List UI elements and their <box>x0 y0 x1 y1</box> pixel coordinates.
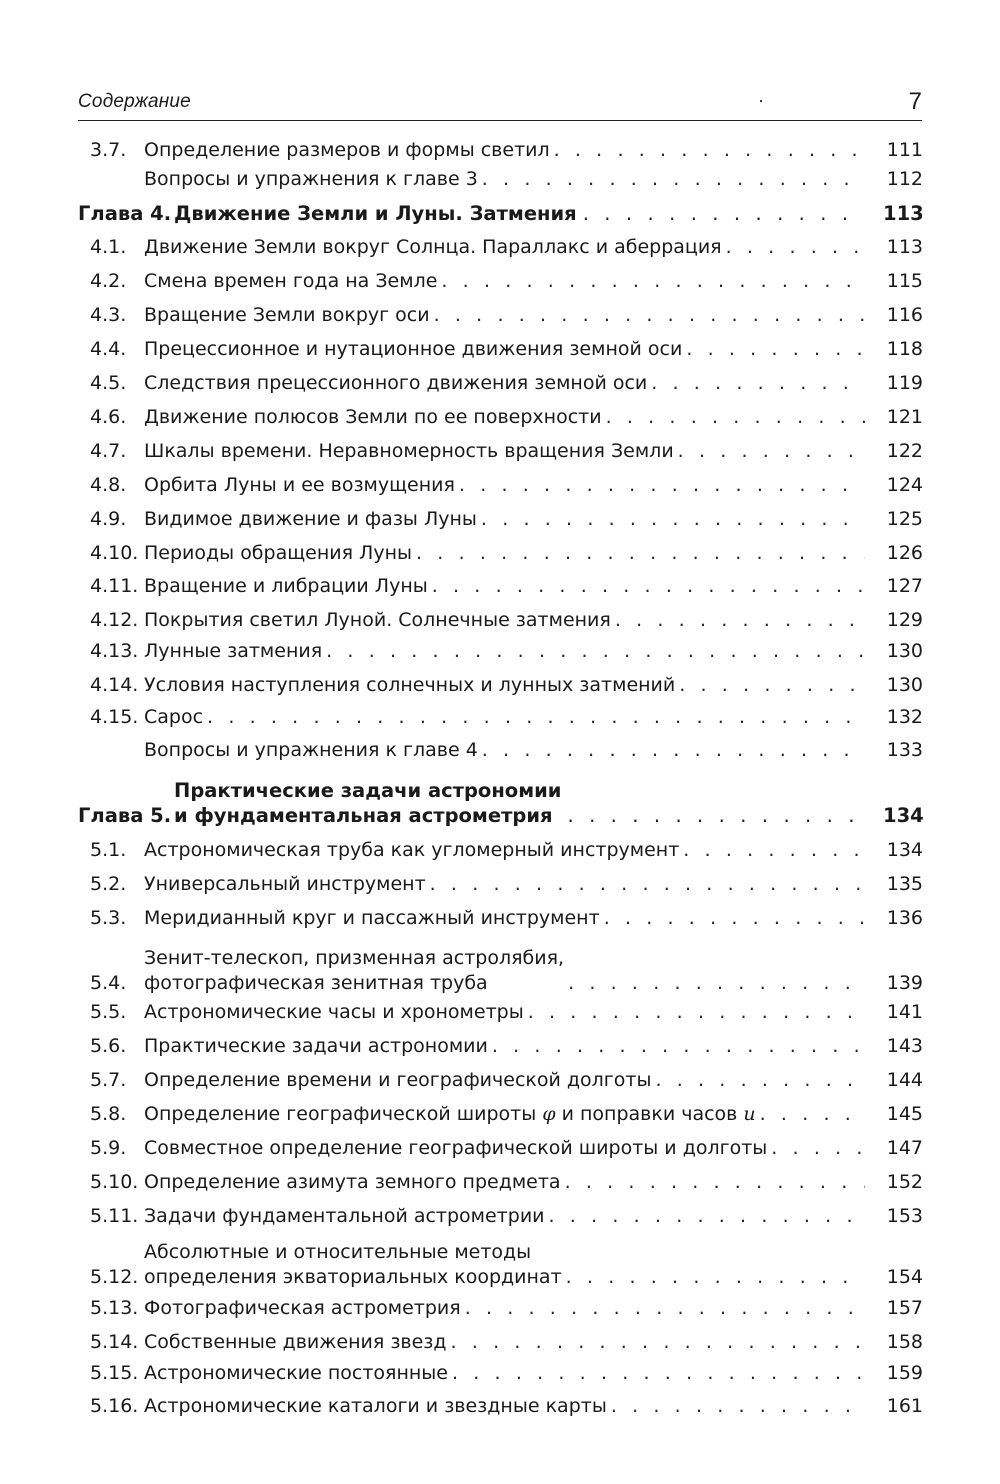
entry-title-part: Определение географической широты <box>144 1103 543 1125</box>
entry-number: 5.3. <box>90 907 127 929</box>
entry-title <box>144 541 412 566</box>
toc-entry <box>78 1068 923 1093</box>
dot-leader <box>326 639 865 664</box>
entry-title <box>144 1296 461 1321</box>
entry-title <box>144 1034 488 1059</box>
toc-entry <box>78 1361 923 1386</box>
title-line: Движение Земли вокруг Солнца. Параллакс и аберрация <box>144 236 722 258</box>
entry-title <box>144 473 455 498</box>
entry-title <box>144 738 478 763</box>
toc-entry <box>78 235 923 260</box>
title-line: Совместное определение географической широты и долготы <box>144 1137 768 1159</box>
entry-number: 4.12. <box>90 609 139 631</box>
dot-leader <box>771 1136 865 1161</box>
entry-title <box>144 138 550 163</box>
entry-number: 4.6. <box>90 406 127 428</box>
title-line: Астрономические часы и хронометры <box>144 1001 524 1023</box>
entry-title <box>144 872 426 897</box>
dot-leader <box>583 201 865 226</box>
running-head-title: Содержание <box>78 91 191 112</box>
toc-entry <box>78 608 923 633</box>
toc-entry <box>78 439 923 464</box>
dot-leader <box>606 405 865 430</box>
title-line: Абсолютные и относительные методы <box>144 1241 532 1263</box>
title-line: Орбита Луны и ее возмущения <box>144 474 455 496</box>
entry-number: 5.12. <box>90 1266 139 1288</box>
entry-number: 5.6. <box>90 1035 127 1057</box>
toc-entry <box>78 167 923 192</box>
title-line: Определение размеров и формы светил <box>144 139 550 161</box>
entry-number: 4.15. <box>90 706 139 728</box>
title-line: Вопросы и упражнения к главе 4 <box>144 739 478 761</box>
toc-entry <box>78 574 923 599</box>
dot-leader <box>651 371 865 396</box>
title-line: Определение азимута земного предмета <box>144 1171 561 1193</box>
entry-number: 4.14. <box>90 674 139 696</box>
dot-leader <box>452 1361 865 1386</box>
entry-title <box>144 639 322 664</box>
toc-entry <box>78 371 923 396</box>
page-ref: 157 <box>886 1297 923 1319</box>
entry-number: 4.2. <box>90 270 127 292</box>
page-ref: 134 <box>886 839 923 861</box>
page-ref: 145 <box>886 1103 923 1125</box>
toc-entry <box>78 1170 923 1195</box>
dot-leader <box>604 906 865 931</box>
entry-title <box>144 1102 756 1127</box>
title-line: Вращение и либрации Луны <box>144 575 428 597</box>
toc-entry <box>78 906 923 931</box>
title-line: Вращение Земли вокруг оси <box>144 304 430 326</box>
dot-leader <box>726 235 865 260</box>
page-ref: 111 <box>886 139 923 161</box>
chapter-number: Глава 4. <box>78 202 172 225</box>
title-line: Сарос <box>144 706 204 728</box>
toc-entry <box>78 337 923 362</box>
toc-entry <box>78 705 923 730</box>
entry-title <box>144 269 437 294</box>
toc-entry <box>78 541 923 566</box>
entry-title <box>144 167 478 192</box>
entry-number: 5.1. <box>90 839 127 861</box>
dot-leader <box>481 507 865 532</box>
toc-entry <box>78 405 923 430</box>
page-ref: 132 <box>886 706 923 728</box>
dot-leader <box>482 167 865 192</box>
title-line: Лунные затмения <box>144 640 323 662</box>
toc-entry <box>78 1394 923 1419</box>
entry-title <box>144 371 647 396</box>
page-ref: 115 <box>886 270 923 292</box>
toc-entry <box>78 738 923 763</box>
entry-title <box>144 1240 562 1290</box>
toc-entry <box>78 1102 923 1127</box>
running-head <box>78 86 922 121</box>
page-ref: 124 <box>886 474 923 496</box>
entry-number: 5.9. <box>90 1137 127 1159</box>
entry-title <box>144 405 602 430</box>
toc-entry <box>78 507 923 532</box>
page-ref: 130 <box>886 674 923 696</box>
toc-entry <box>78 946 923 996</box>
title-line: Шкалы времени. Неравномерность вращения Земли <box>144 440 674 462</box>
entry-number: 4.3. <box>90 304 127 326</box>
entry-number: 4.1. <box>90 236 127 258</box>
entry-title <box>144 906 600 931</box>
page-ref: 153 <box>886 1205 923 1227</box>
toc-entry <box>78 872 923 897</box>
dot-leader <box>566 1265 865 1290</box>
entry-number: 4.8. <box>90 474 127 496</box>
page-ref: 135 <box>886 873 923 895</box>
entry-title <box>144 1394 607 1419</box>
title-line: Собственные движения звезд <box>144 1331 447 1353</box>
entry-title <box>144 608 611 633</box>
entry-title <box>144 1136 767 1161</box>
dot-leader <box>615 608 865 633</box>
dot-leader <box>528 1000 865 1025</box>
entry-title <box>144 235 722 260</box>
entry-title <box>144 1204 545 1229</box>
entry-title <box>144 507 477 532</box>
dot-leader <box>430 872 865 897</box>
title-line: Покрытия светил Луной. Солнечные затмения <box>144 609 611 631</box>
entry-number: 4.9. <box>90 508 127 530</box>
dot-leader <box>568 971 865 996</box>
entry-number: 5.4. <box>90 972 127 994</box>
entry-number: 5.11. <box>90 1205 139 1227</box>
page-ref: 127 <box>886 575 923 597</box>
entry-title <box>144 1000 524 1025</box>
page-ref: 116 <box>886 304 923 326</box>
dot-leader <box>678 439 865 464</box>
title-line: Условия наступления солнечных и лунных затмений <box>144 674 676 696</box>
entry-title <box>144 1068 651 1093</box>
dot-leader <box>611 1394 865 1419</box>
entry-title <box>144 439 674 464</box>
dot-leader <box>441 269 865 294</box>
dot-leader <box>760 1102 865 1127</box>
title-line: и фундаментальная астрометрия <box>174 804 553 827</box>
title-line: Астрономические каталоги и звездные карты <box>144 1395 607 1417</box>
toc-entry <box>78 1330 923 1355</box>
title-line: Периоды обращения Луны <box>144 542 413 564</box>
title-line: Практические задачи астрономии <box>174 779 562 802</box>
title-line: Астрономические постоянные <box>144 1362 448 1384</box>
page-ref: 130 <box>886 640 923 662</box>
title-line: Видимое движение и фазы Луны <box>144 508 477 530</box>
title-line: Астрономическая труба как угломерный инструмент <box>144 839 680 861</box>
entry-title <box>144 838 679 863</box>
entry-number: 5.7. <box>90 1069 127 1091</box>
dot-leader <box>567 803 865 828</box>
running-head-dot: · <box>758 90 764 110</box>
page-ref: 154 <box>886 1266 923 1288</box>
title-line: Фотографическая астрометрия <box>144 1297 461 1319</box>
title-line: Смена времен года на Земле <box>144 270 438 292</box>
entry-number: 5.13. <box>90 1297 139 1319</box>
entry-number: 5.8. <box>90 1103 127 1125</box>
entry-number: 5.15. <box>90 1362 139 1384</box>
dot-leader <box>207 705 865 730</box>
page-ref: 158 <box>886 1331 923 1353</box>
entry-title <box>144 1170 561 1195</box>
page-ref: 129 <box>886 609 923 631</box>
page-ref: 121 <box>886 406 923 428</box>
toc-entry <box>78 138 923 163</box>
entry-number: 4.10. <box>90 542 139 564</box>
toc-entry <box>78 1136 923 1161</box>
toc-chapter <box>78 778 923 828</box>
dot-leader <box>416 541 865 566</box>
toc-entry <box>78 303 923 328</box>
title-line: Практические задачи астрономии <box>144 1035 488 1057</box>
dot-leader <box>554 138 865 163</box>
dot-leader <box>482 738 865 763</box>
page-ref: 139 <box>886 972 923 994</box>
page-ref: 118 <box>886 338 923 360</box>
page-ref: 112 <box>886 168 923 190</box>
page-ref: 161 <box>886 1395 923 1417</box>
page-ref: 144 <box>886 1069 923 1091</box>
title-line: Универсальный инструмент <box>144 873 426 895</box>
entry-title-part: и поправки часов <box>555 1103 744 1125</box>
page-number: 7 <box>908 88 922 115</box>
entry-title <box>144 574 428 599</box>
entry-title <box>144 673 675 698</box>
entry-number: 3.7. <box>90 139 127 161</box>
chapter-number: Глава 5. <box>78 804 172 827</box>
dot-leader <box>465 1296 865 1321</box>
toc-entry <box>78 673 923 698</box>
entry-title <box>144 337 682 362</box>
page-ref: 113 <box>886 236 923 258</box>
toc-entry <box>78 838 923 863</box>
chapter-title <box>174 201 577 226</box>
chapter-title <box>174 778 561 828</box>
entry-number: 5.5. <box>90 1001 127 1023</box>
page-ref: 152 <box>886 1171 923 1193</box>
dot-leader <box>686 337 865 362</box>
title-line: Меридианный круг и пассажный инструмент <box>144 907 600 929</box>
dot-leader <box>451 1330 865 1355</box>
page-ref: 122 <box>886 440 923 462</box>
page-ref: 141 <box>886 1001 923 1023</box>
page-ref: 126 <box>886 542 923 564</box>
toc-entry <box>78 473 923 498</box>
page-ref: 136 <box>886 907 923 929</box>
dot-leader <box>434 303 865 328</box>
title-line: Следствия прецессионного движения земной оси <box>144 372 648 394</box>
entry-title <box>144 1330 447 1355</box>
entry-title <box>144 946 564 996</box>
title-line: фотографическая зенитная труба <box>144 972 488 994</box>
title-line: Зенит-телескоп, призменная астролябия, <box>144 947 565 969</box>
entry-number: 5.14. <box>90 1331 139 1353</box>
toc-chapter <box>78 201 923 226</box>
page-ref: 113 <box>883 202 924 225</box>
title-line: Движение полюсов Земли по ее поверхности <box>144 406 602 428</box>
title-line: Вопросы и упражнения к главе 3 <box>144 168 478 190</box>
math-symbol: φ <box>542 1103 556 1125</box>
toc-entry <box>78 1240 923 1290</box>
page-ref: 119 <box>886 372 923 394</box>
toc-entry <box>78 269 923 294</box>
toc-entry <box>78 1034 923 1059</box>
math-symbol: u <box>743 1103 756 1125</box>
entry-number: 4.5. <box>90 372 127 394</box>
toc-entry <box>78 1000 923 1025</box>
toc-entry <box>78 1296 923 1321</box>
toc-entry <box>78 1204 923 1229</box>
dot-leader <box>459 473 865 498</box>
dot-leader <box>683 838 865 863</box>
dot-leader <box>565 1170 865 1195</box>
page-ref: 143 <box>886 1035 923 1057</box>
entry-number: 5.10. <box>90 1171 139 1193</box>
entry-number: 5.16. <box>90 1395 139 1417</box>
page-ref: 134 <box>883 804 924 827</box>
page-ref: 147 <box>886 1137 923 1159</box>
title-line: Определение времени и географической долготы <box>144 1069 652 1091</box>
title-line: Задачи фундаментальной астрометрии <box>144 1205 545 1227</box>
title-line: определения экваториальных координат <box>144 1266 562 1288</box>
page-ref: 133 <box>886 739 923 761</box>
title-line: Прецессионное и нутационное движения земной оси <box>144 338 683 360</box>
toc-entry <box>78 639 923 664</box>
dot-leader <box>655 1068 865 1093</box>
page-ref: 159 <box>886 1362 923 1384</box>
entry-number: 5.2. <box>90 873 127 895</box>
dot-leader <box>492 1034 865 1059</box>
entry-title <box>144 1361 448 1386</box>
entry-title <box>144 303 430 328</box>
entry-number: 4.4. <box>90 338 127 360</box>
entry-number: 4.13. <box>90 640 139 662</box>
dot-leader <box>679 673 865 698</box>
dot-leader <box>549 1204 865 1229</box>
entry-number: 4.7. <box>90 440 127 462</box>
entry-number: 4.11. <box>90 575 139 597</box>
title-line: Движение Земли и Луны. Затмения <box>174 202 577 225</box>
dot-leader <box>432 574 865 599</box>
page-ref: 125 <box>886 508 923 530</box>
entry-title <box>144 705 203 730</box>
